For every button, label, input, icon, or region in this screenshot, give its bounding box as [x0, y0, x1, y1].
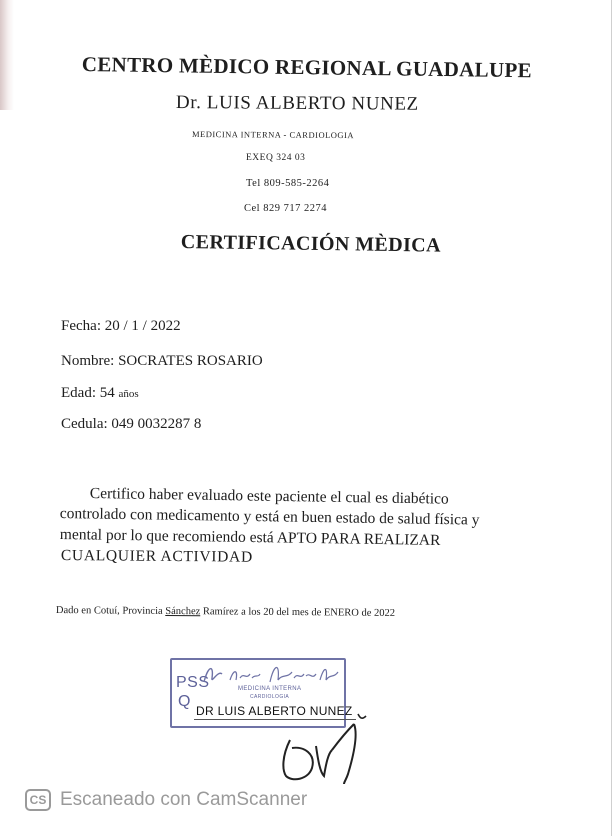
issued-place-date: [56, 605, 395, 619]
field-fecha: [61, 318, 181, 335]
fecha-label: Fecha:: [61, 318, 101, 334]
nombre-value: SOCRATES ROSARIO: [118, 353, 263, 369]
scan-edge-shadow: [0, 0, 14, 110]
field-cedula: [61, 416, 201, 433]
scanner-watermark: [25, 789, 307, 811]
stamp-specialty-2: CARDIOLOGIA: [250, 694, 290, 700]
body-line-1: Certifico haber evaluado este paciente el cual es diabético: [89, 485, 449, 508]
nombre-label: Nombre:: [61, 353, 115, 369]
stamp-specialty-1: MEDICINA INTERNA: [238, 686, 302, 692]
cedula-value: 049 0032287 8: [111, 416, 202, 432]
page-edge-line: [611, 0, 612, 836]
handwritten-signature: [268, 710, 378, 786]
telephone: Tel 809-585-2264: [246, 178, 330, 189]
field-edad: [61, 385, 139, 402]
exequatur-number: EXEQ 324 03: [246, 153, 306, 163]
stamp-q: Q: [178, 693, 191, 710]
body-line-4: CUALQUIER ACTIVIDAD: [60, 547, 253, 566]
stamp-doctor-name: DR LUIS ALBERTO NUNEZ: [196, 704, 353, 718]
given-after: Ramírez a los 20 del mes de ENERO de 2022: [200, 606, 396, 619]
camscanner-logo-text: CS: [29, 793, 47, 807]
body-line-2: controlado con medicamento y está en buen estado de salud física y: [59, 505, 480, 529]
cedula-label: Cedula:: [61, 416, 108, 432]
stamp-script-signature: [200, 660, 340, 688]
given-province: Sánchez: [165, 605, 201, 618]
given-before: Dado en Cotuí, Provincia: [55, 605, 166, 617]
doctor-specialty: MEDICINA INTERNA - CARDIOLOGIA: [191, 129, 355, 141]
clinic-name: CENTRO MÈDICO REGIONAL GUADALUPE: [81, 52, 533, 83]
doctor-name: Dr. LUIS ALBERTO NUNEZ: [175, 92, 419, 115]
edad-label: Edad:: [61, 385, 96, 401]
scanner-watermark-text: Escaneado con CamScanner: [60, 789, 308, 810]
fecha-value: 20 / 1 / 2022: [104, 318, 181, 334]
certificate-title: CERTIFICACIÓN MÈDICA: [180, 231, 442, 257]
body-line-3: mental por lo que recomiendo está APTO PARA REALIZAR: [59, 526, 441, 549]
cellphone: Cel 829 717 2274: [244, 203, 327, 214]
edad-unit: años: [118, 388, 139, 400]
field-nombre: [61, 353, 263, 370]
camscanner-logo: [25, 789, 51, 811]
stamp-pss: PSS: [176, 674, 210, 691]
edad-value: 54: [99, 385, 115, 401]
